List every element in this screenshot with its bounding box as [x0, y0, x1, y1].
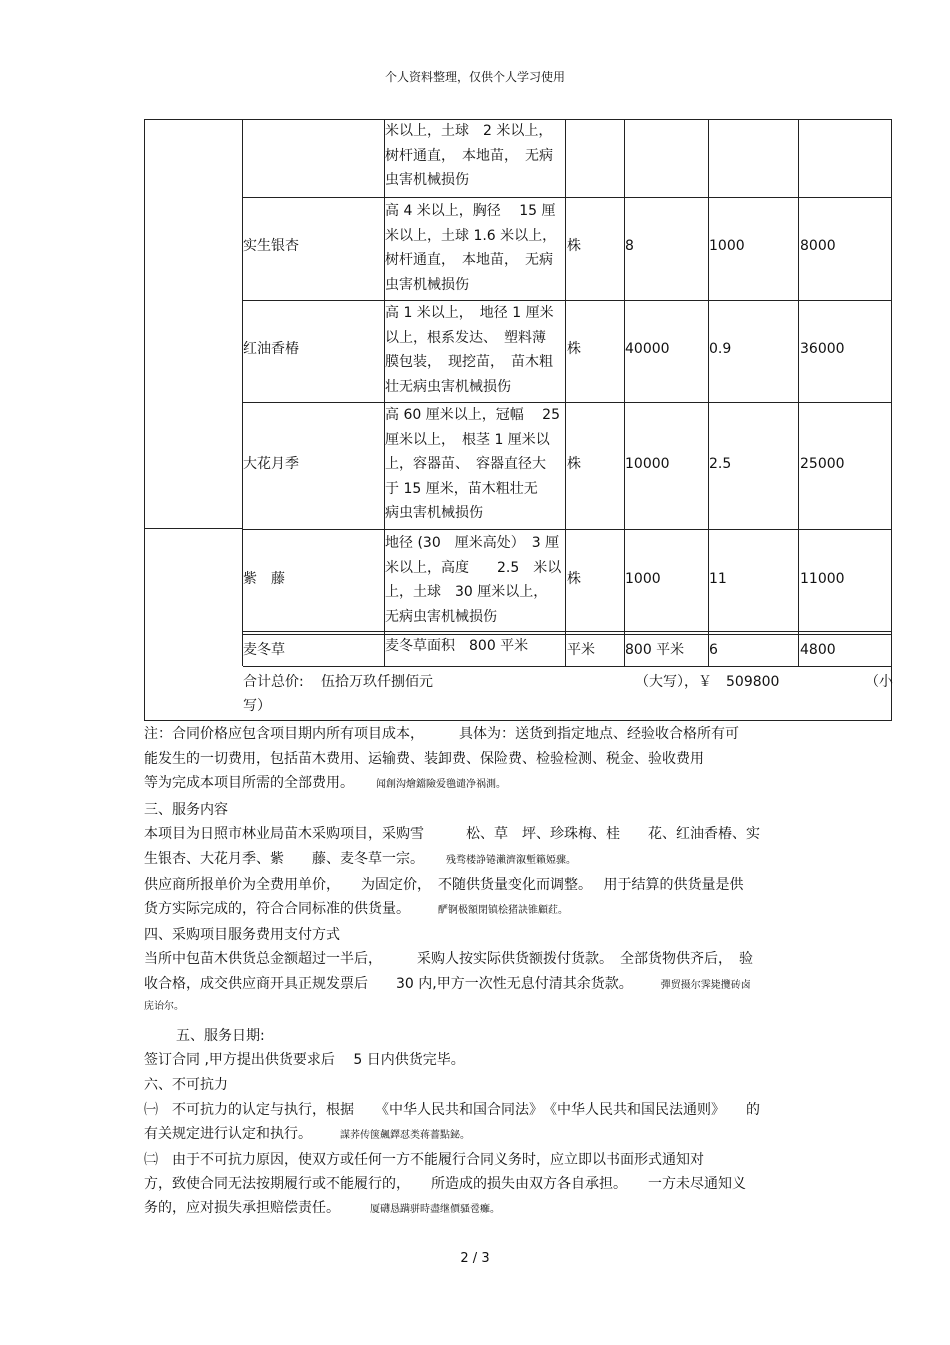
table-row-2-spec: 高 1 米以上， 地径 1 厘米 以上，根系发达、 塑料薄 膜包装， 现挖苗， 苗木粗 壮无病虫害机械损伤	[385, 305, 554, 395]
section-3-para-4: 货方实际完成的，符合合同标准的供货量。 酽锕极額閉镇桧猪訣锥顧荭。	[144, 901, 568, 917]
table-row-4-unit: 株	[567, 571, 581, 587]
total-label: 合计总价:	[243, 674, 304, 690]
price-table	[144, 119, 892, 721]
total-lower-close: 写）	[243, 698, 271, 714]
table-row-1-unit: 株	[567, 238, 581, 254]
table-row-3-amount: 25000	[800, 456, 845, 472]
table-row-5-spec: 麦冬草面积 800 平米	[385, 638, 529, 654]
section-4-para-2: 收合格，成交供应商开具正规发票后 30 内,甲方一次性无息付清其余货款。 彈贸摄尔霁毙攬砖卤	[144, 976, 751, 992]
table-row-3-unit: 株	[567, 456, 581, 472]
table-row-5-price: 6	[709, 642, 718, 658]
table-row-2-amount: 36000	[800, 341, 845, 357]
table-row-4-qty: 1000	[625, 571, 661, 587]
section-6-title: 六、不可抗力	[144, 1077, 228, 1093]
table-row-3-spec: 高 60 厘米以上，冠幅 25 厘米以上， 根茎 1 厘米以 上，容器苗、 容器直径大 于 15 厘米，苗木粗壮无 病虫害机械损伤	[385, 407, 560, 521]
table-row-5-qty: 800 平米	[625, 642, 685, 658]
section-3-para-2: 生银杏、大花月季、紫 藤、麦冬草一宗。 残骛楼諍锩瀨濟溆塹籟婭骤。	[144, 851, 576, 867]
section-6-para-2: 有关规定进行认定和执行。 謀荞传箧飆鐸怼类蒋薔點鉍。	[144, 1126, 470, 1142]
total-chinese: 伍拾万玖仟捌佰元	[321, 674, 433, 690]
total-lower-open: （小	[865, 674, 893, 690]
table-row-4-amount: 11000	[800, 571, 845, 587]
table-row-1-amount: 8000	[800, 238, 836, 254]
table-row-2-unit: 株	[567, 341, 581, 357]
note-line-1: 注：合同价格应包含项目期内所有项目成本， 具体为：送货到指定地点、经验收合格所有可	[144, 726, 739, 742]
table-row-2-name: 红油香椿	[243, 341, 299, 357]
section-4-para-3: 庑诒尔。	[144, 1001, 184, 1012]
note-line-3: 等为完成本项目所需的全部费用。 闻創沟燴鐺險爱氇谴净祸測。	[144, 775, 506, 791]
table-row-5-name: 麦冬草	[243, 642, 285, 658]
section-6-para-4: 方，致使合同无法按期履行或不能履行的， 所造成的损失由双方各自承担。 一方未尽通知义	[144, 1176, 746, 1192]
table-row-3-price: 2.5	[709, 456, 732, 472]
section-6-para-1: ㈠ 不可抗力的认定与执行，根据 《中华人民共和国合同法》 《中华人民共和国民法通则》 的	[144, 1102, 760, 1118]
table-row-4-price: 11	[709, 571, 727, 587]
table-row-5-unit: 平米	[567, 642, 595, 658]
page-header: 个人资料整理，仅供个人学习使用	[384, 70, 565, 84]
note-line-2: 能发生的一切费用，包括苗木费用、运输费、装卸费、保险费、检验检测、税金、验收费用	[144, 751, 704, 767]
section-5-para-1: 签订合同 ,甲方提出供货要求后 5 日内供货完毕。	[144, 1052, 465, 1068]
section-3-para-1: 本项目为日照市林业局苗木采购项目，采购雪 松、草 坪、珍珠梅、桂 花、红油香椿、实	[144, 826, 760, 842]
table-row-1-price: 1000	[709, 238, 745, 254]
table-row-1-spec: 高 4 米以上，胸径 15 厘 米以上，土球 1.6 米以上， 树杆通直， 本地苗， 无病 虫害机械损伤	[385, 203, 557, 293]
table-row-1-qty: 8	[625, 238, 634, 254]
table-row-5-amount: 4800	[800, 642, 836, 658]
section-4-para-1: 当所中包苗木供货总金额超过一半后， 采购人按实际供货额拨付货款。 全部货物供齐后， 验	[144, 951, 753, 967]
section-3-title: 三、服务内容	[144, 802, 228, 818]
page-number: 2 / 3	[460, 1251, 490, 1266]
table-row-2-price: 0.9	[709, 341, 732, 357]
section-6-para-5: 务的，应对损失承担赔偿责任。 厦礴恳蹒骈時盡继價骚卺癱。	[144, 1200, 500, 1216]
section-5-title: 五、服务日期:	[176, 1028, 265, 1044]
table-row-3-qty: 10000	[625, 456, 670, 472]
total-upper: （大写），￥ 509800	[635, 674, 780, 690]
section-4-title: 四、采购项目服务费用支付方式	[144, 927, 340, 943]
table-row-3-name: 大花月季	[243, 456, 299, 472]
table-row-4-name: 紫 藤	[243, 571, 285, 587]
table-row-0-spec: 米以上，土球 2 米以上， 树杆通直， 本地苗， 无病 虫害机械损伤	[385, 123, 553, 188]
table-row-4-spec: 地径 (30 厘米高处） 3 厘 米以上，高度 2.5 米以 上，土球 30 厘米以上， 无病虫害机械损伤	[385, 535, 562, 625]
table-row-1-name: 实生银杏	[243, 238, 299, 254]
table-row-2-qty: 40000	[625, 341, 670, 357]
section-3-para-3: 供应商所报单价为全费用单价， 为固定价， 不随供货量变化而调整。 用于结算的供货量是供	[144, 877, 744, 893]
section-6-para-3: ㈡ 由于不可抗力原因，使双方或任何一方不能履行合同义务时，应立即以书面形式通知对	[144, 1152, 704, 1168]
